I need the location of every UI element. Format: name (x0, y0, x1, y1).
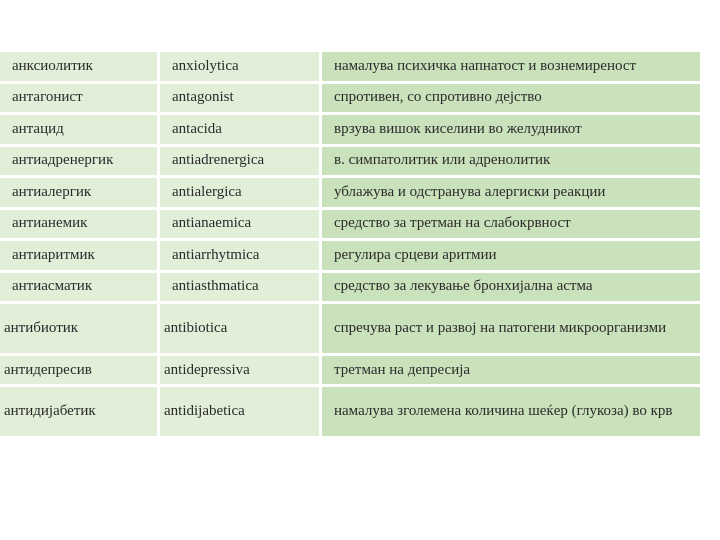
description-cell: намалува психичка напнатост и вознемиреност (322, 52, 700, 84)
description-cell: спречува раст и развој на патогени микроорганизми (322, 304, 700, 356)
table-row (0, 356, 700, 387)
latin-cell: antiarrhytmica (160, 241, 322, 273)
table-row (0, 387, 700, 439)
term-cell: антиалергик (0, 178, 160, 210)
term-cell: антиаритмик (0, 241, 160, 273)
latin-cell: antacida (160, 115, 322, 147)
description-cell: врзува вишок киселини во желудникот (322, 115, 700, 147)
latin-cell: antagonist (160, 84, 322, 116)
latin-cell: antianaemica (160, 210, 322, 242)
latin-cell: anxiolytica (160, 52, 322, 84)
term-cell: антиасматик (0, 273, 160, 305)
term-cell: антацид (0, 115, 160, 147)
table-row (0, 147, 700, 179)
latin-cell: antibiotica (160, 304, 322, 356)
term-cell: антиадренергик (0, 147, 160, 179)
description-cell: средство за лекување бронхијална астма (322, 273, 700, 305)
description-cell: в. симпатолитик или адренолитик (322, 147, 700, 179)
terms-table (0, 52, 700, 439)
table-row (0, 84, 700, 116)
table-row (0, 52, 700, 84)
description-cell: ублажува и одстранува алергиски реакции (322, 178, 700, 210)
description-cell: спротивен, со спротивно дејство (322, 84, 700, 116)
description-cell: намалува зголемена количина шеќер (глукоза) во крв (322, 387, 700, 439)
latin-cell: antidepressiva (160, 356, 322, 387)
table-row (0, 241, 700, 273)
table-row (0, 178, 700, 210)
description-cell: регулира срцеви аритмии (322, 241, 700, 273)
table-row (0, 210, 700, 242)
description-cell: третман на депресија (322, 356, 700, 387)
description-cell: средство за третман на слабокрвност (322, 210, 700, 242)
table-row (0, 115, 700, 147)
latin-cell: antidijabetica (160, 387, 322, 439)
term-cell: антианемик (0, 210, 160, 242)
latin-cell: antiasthmatica (160, 273, 322, 305)
term-cell: антибиотик (0, 304, 160, 356)
term-cell: антидијабетик (0, 387, 160, 439)
term-cell: анксиолитик (0, 52, 160, 84)
table-row (0, 273, 700, 305)
latin-cell: antialergica (160, 178, 322, 210)
latin-cell: antiadrenergica (160, 147, 322, 179)
table-row (0, 304, 700, 356)
term-cell: антидепресив (0, 356, 160, 387)
term-cell: антагонист (0, 84, 160, 116)
